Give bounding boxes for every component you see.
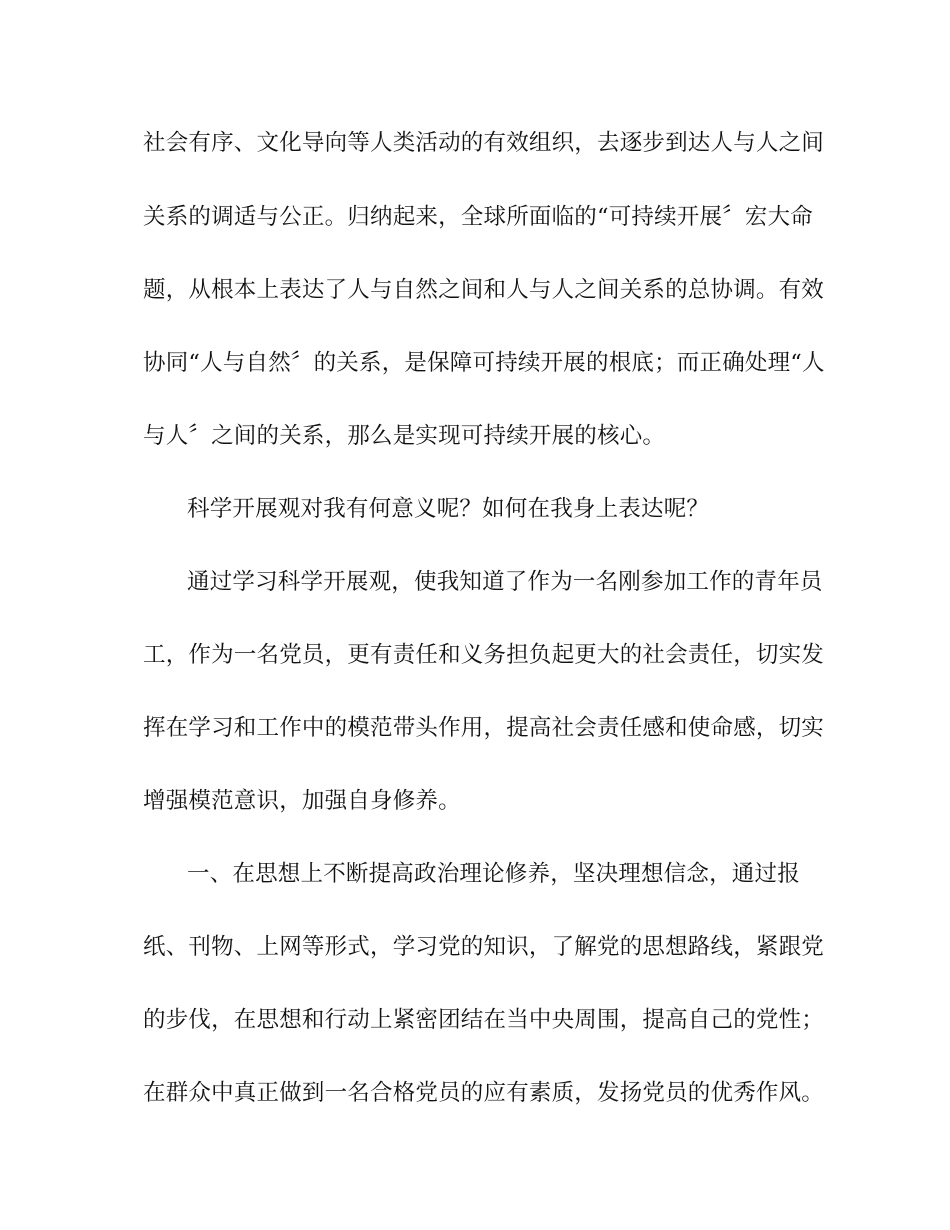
- paragraph-line: 协同“人与自然〞的关系，是保障可持续开展的根底；而正确处理“人: [143, 350, 825, 376]
- paragraph-line: 在群众中真正做到一名合格党员的应有素质，发扬党员的优秀作风。: [143, 1080, 825, 1106]
- paragraph-line: 的步伐，在思想和行动上紧密团结在当中央周围，提高自己的党性；: [143, 1007, 825, 1033]
- paragraph-line: 与人〞之间的关系，那么是实现可持续开展的核心。: [143, 423, 666, 449]
- paragraph-line: 题，从根本上表达了人与自然之间和人与人之间关系的总协调。有效: [143, 277, 825, 303]
- paragraph-line: 增强模范意识，加强自身修养。: [143, 788, 461, 814]
- paragraph-line: 社会有序、文化导向等人类活动的有效组织，去逐步到达人与人之间: [143, 130, 825, 156]
- section-one-line: 一、在思想上不断提高政治理论修养，坚决理想信念，通过报: [187, 861, 800, 887]
- paragraph-line: 关系的调适与公正。归纳起来，全球所面临的“可持续开展〞宏大命: [143, 204, 814, 230]
- paragraph-line: 挥在学习和工作中的模范带头作用，提高社会责任感和使命感，切实: [143, 715, 825, 741]
- paragraph-line: 工，作为一名党员，更有责任和义务担负起更大的社会责任，切实发: [143, 642, 825, 668]
- question-line: 科学开展观对我有何意义呢？如何在我身上表达呢？: [187, 496, 710, 522]
- paragraph-line: 纸、刊物、上网等形式，学习党的知识，了解党的思想路线，紧跟党: [143, 934, 825, 960]
- paragraph-line: 通过学习科学开展观，使我知道了作为一名刚参加工作的青年员: [187, 569, 823, 595]
